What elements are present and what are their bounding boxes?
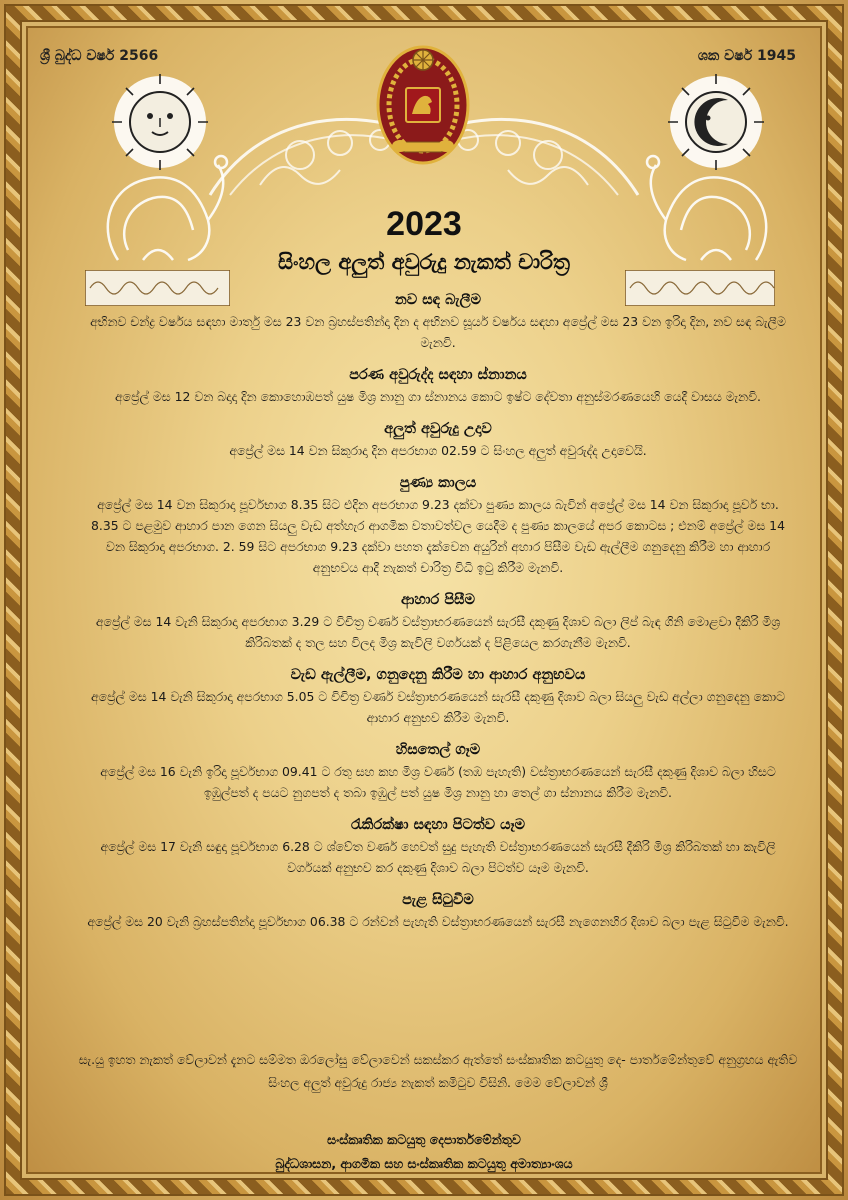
page-title: සිංහල අලුත් අවුරුදු නැකත් චාරිත්‍ර	[278, 250, 570, 274]
section-heading: ආහාර පිසීම	[400, 592, 476, 608]
section-body: අප්‍රේල් මස 20 වැනි බ්‍රහස්පතින්දා පූර්වභාග 06.38 ට රන්වන් පැහැති වස්ත්‍රාභරණයෙන් සැරසී නැගෙනහිර දිශාව බලා පැළ සිටුවීම මැනවි.	[87, 914, 789, 929]
section-heading: පරණ අවුරුද්ද සඳහා ස්නානය	[349, 367, 527, 383]
section-new-year-dawn	[84, 421, 792, 461]
department-name: සංස්කෘතික කටයුතු දෙපාර්තමේන්තුව	[327, 1132, 521, 1147]
section-body: අප්‍රේල් මස 16 වැනි ඉරිදා පූර්වභාග 09.41 ට රතු සහ කහ මිශ්‍ර වර්ණ (තඹ පැහැති) වස්ත්‍රාභරණයෙන් සැරසී දකුණු දිශාව බලා හිසට ඉඹුල්පත් ද පයට නුගපත් ද තබා ඉඹුල් පත් යුෂ මිශ්‍ර නානු හා තෙල් ගා ස්නානය කිරීම මැනවි.	[100, 764, 776, 800]
section-body: අප්‍රේල් මස 14 වැනි සිකුරාදා අපරභාග 5.05 ට විචිත්‍ර වර්ණ වස්ත්‍රාභරණයෙන් සැරසී දකුණු දිශාව බලා සියලු වැඩ අල්ලා ගනුදෙනු කොට ආහාර අනුභව කිරීම මැනවි.	[91, 689, 785, 725]
footnote: සැ.යු ඉහත නැකත් වේලාවන් දැනට සම්මත ඔරලෝසු වේලාවෙන් සකස්කර ඇත්තේ සංස්කෘතික කටයුතු දෙ- පාර්තමේන්තුවේ අනුග්‍රහය ඇතිව සිංහල අලුත් අවුරුදු රාජ්‍ය නැකත් කමිටුව විසිනි. මෙම වේලාවන් ශ්‍රී	[78, 1052, 798, 1090]
title-year: 2023	[386, 205, 462, 243]
shaka-year: ශක වර්ෂ 1945	[697, 48, 796, 64]
section-heading: නව සඳ බැලීම	[394, 292, 482, 308]
section-auspicious-period	[84, 475, 792, 578]
section-cooking	[84, 592, 792, 653]
section-heading: පුණ්‍ය කාලය	[399, 475, 477, 491]
section-heading: වැඩ ඇල්ලීම, ගනුදෙනු කිරීම හා ආහාර අනුභවය	[290, 667, 586, 683]
section-work-transactions-meal	[84, 667, 792, 728]
section-leaving-for-work	[84, 817, 792, 878]
section-heading: අලුත් අවුරුදු උදාව	[384, 421, 492, 437]
section-oil-anointing	[84, 742, 792, 803]
section-heading: රැකිරක්ෂා සඳහා පිටත්ව යෑම	[350, 817, 526, 833]
section-body: අභිනව චන්ද්‍ර වර්ෂය සඳහා මාර්තු මස 23 වන බ්‍රහස්පතින්දා දින ද අභිනව සූර්ය වර්ෂය සඳහා අප්‍රේල් මස 23 වන ඉරිදා දින, නව සඳ බැලීම මැනවි.	[90, 314, 786, 350]
section-new-moon	[84, 292, 792, 353]
section-heading: පැළ සිටුවීම	[402, 892, 474, 908]
section-body: අප්‍රේල් මස 12 වන බදාදා දින කොහොඹපත් යුෂ මිශ්‍ර නානු ගා ස්නානය කොට ඉෂ්ට දේවතා අනුස්මරණයෙහි යෙදී වාසය මැනවි.	[115, 389, 761, 404]
section-body: අප්‍රේල් මස 14 වැනි සිකුරාදා අපරභාග 3.29 ට විචිත්‍ර වර්ණ වස්ත්‍රාභරණයෙන් සැරසී දකුණු දිශාව බලා ලිප් බැඳ ගිනි මොළවා දීකිරි මිශ්‍ර කිරිබතක් ද තල සහ විලද මිශ්‍ර කැවිලි වර්ගයක් ද පිළියෙල කරගැනීම මැනවි.	[95, 614, 781, 650]
section-old-year-bath	[84, 367, 792, 407]
section-body: අප්‍රේල් මස 14 වන සිකුරාදා පූර්වභාග 8.35 සිට එදින අපරභාග 9.23 දක්වා පුණ්‍ය කාලය බැවින් අප්‍රේල් මස 14 වන සිකුරාදා පූර්ව භා. 8.35 ට පළමුව ආහාර පාන ගෙන සියලු වැඩ අත්හැර ආගමික වතාවත්වල යෙදීම ද පුණ්‍ය කාලයේ අපර කොටස ; එනම් අප්‍රේල් මස 14 වන සිකුරාදා අපරභාග. 2. 59 සිට අපරභාග 9.23 දක්වා පහත දැක්වෙන අයුරින් අහාර පිසීම වැඩ ඇල්ලීම ගනුදෙනු කිරීම හා ආහාර අනුභවය ආදී නැකත් චාරිත්‍ර විධි ඉටු කිරීම මැනවි.	[91, 497, 785, 575]
national-emblem-icon	[374, 42, 472, 168]
schedule-content	[84, 292, 792, 946]
section-body: අප්‍රේල් මස 17 වැනි සඳුදා පූර්වභාග 6.28 ට ශ්වේත වර්ණ හෙවත් සුදු පැහැති වස්ත්‍රාභරණයෙන් සැරසී දීකිරි මිශ්‍ර කිරිබතක් හා කැවිලි වර්ගයක් අනුභව කර දකුණු දිශාව බලා පිටත්ව යෑම මැනවි.	[100, 839, 776, 875]
section-heading: හිසතෙල් ගෑම	[395, 742, 481, 758]
section-body: අප්‍රේල් මස 14 වන සිකුරාදා දින අපරභාග 02.59 ට සිංහල අලුත් අවුරුද්ද උදාවෙයි.	[229, 443, 647, 458]
section-planting	[84, 892, 792, 932]
buddha-year: ශ්‍රී බුද්ධ වර්ෂ 2566	[40, 48, 159, 64]
footer	[0, 1128, 848, 1176]
ministry-name: බුද්ධශාසන, ආගමික සහ සංස්කෘතික කටයුතු අමාත්‍යාංශය	[275, 1156, 573, 1171]
